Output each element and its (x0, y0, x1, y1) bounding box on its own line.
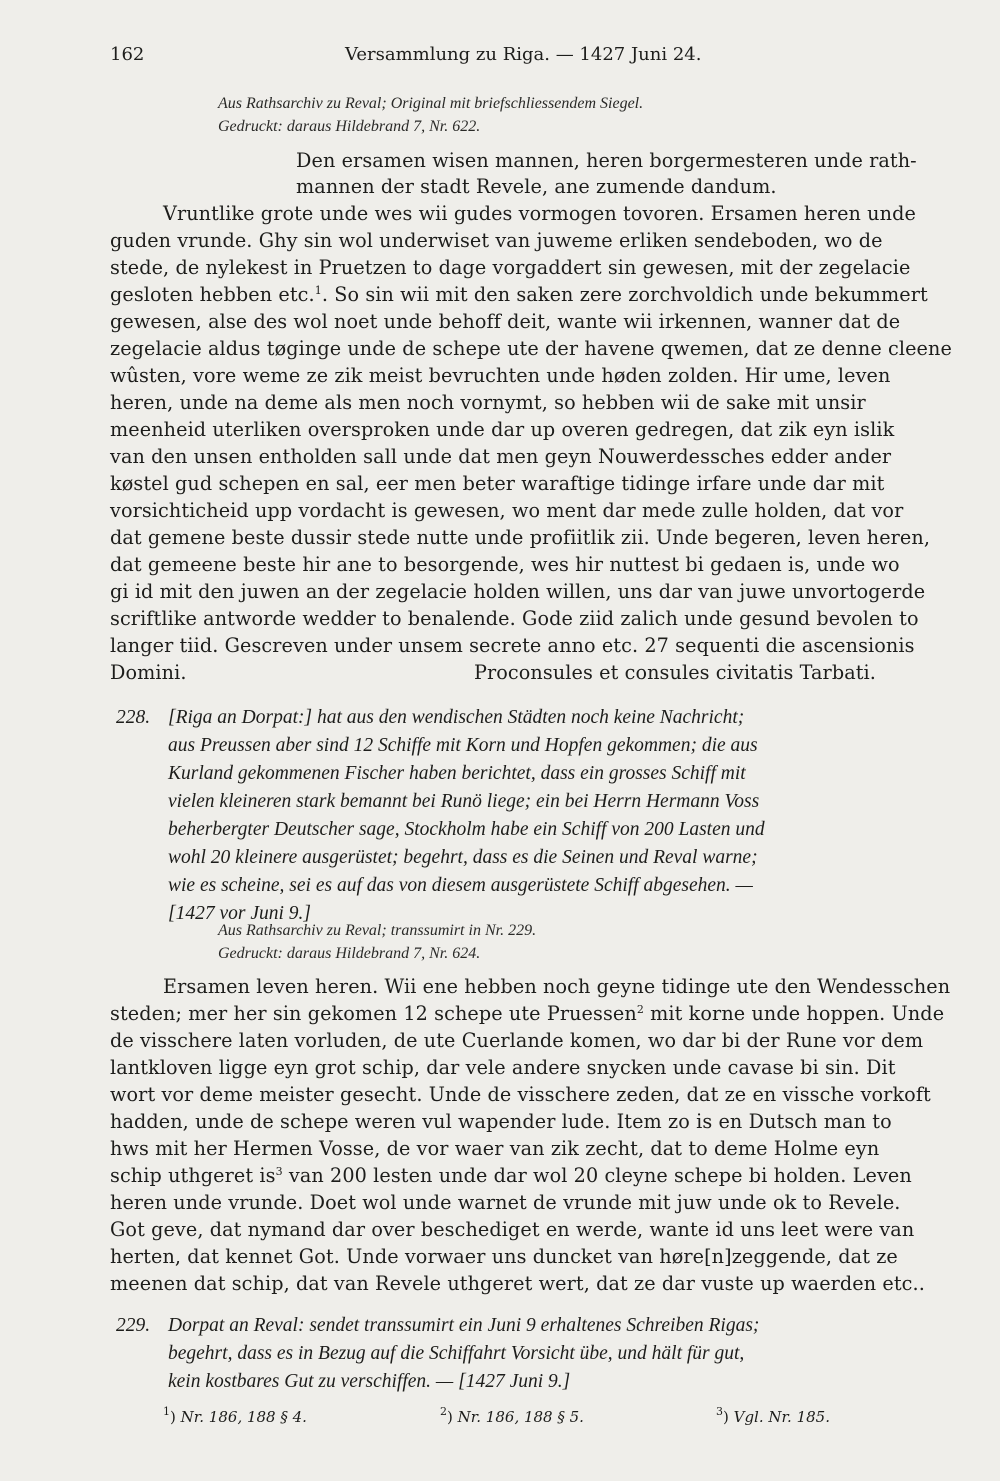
letter-227-line: stede, de nylekest in Pruetzen to dage vorgaddert sin gewesen, mit der zegelacie (110, 256, 911, 279)
letter-227-line: wûsten, vore weme ze zik meist bevruchten unde høden zolden. Hir ume, leven (110, 364, 891, 387)
letter-228-line: schip uthgeret $is^3$ van 200 lesten unde dar wol 20 cleyne schepe bi holden. Leven (110, 1164, 912, 1187)
regest-228-line: wie es scheine, sei es auf das von diesem ausgerüstete Schiff abgesehen. — (168, 875, 753, 896)
letter-228-line: hadden, unde de schepe weren vul wapender lude. Item zo is en Dutsch man to (110, 1110, 892, 1133)
letter-227-line: Domini. (110, 661, 187, 684)
letter-227-line: Vruntlike grote unde wes wii gudes vormogen tovoren. Ersamen heren unde (163, 202, 916, 225)
source-note-227-line-2: Gedruckt: daraus Hildebrand 7, Nr. 622. (218, 118, 481, 135)
regest-229-line: Dorpat an Reval: sendet transsumirt ein Juni 9 erhaltenes Schreiben Rigas; (168, 1315, 760, 1336)
letter-228-line: heren unde vrunde. Doet wol unde warnet de vrunde mit juw unde ok to Revele. (110, 1191, 901, 1214)
regest-228-line: beherbergter Deutscher sage, Stockholm habe ein Schiff von 200 Lasten und (168, 819, 765, 840)
letter-228-line: herten, dat kennet Got. Unde vorwaer uns duncket van høre[n]zeggende, dat ze (110, 1245, 898, 1268)
footnote-1: $^1$) Nr. 186, 188 § 4. (163, 1405, 307, 1426)
letter-227-line: dat gemene beste dussir stede nutte unde profiitlik zii. Unde begeren, leven heren, (110, 526, 931, 549)
letter-227-line: meenheid uterliken oversproken unde dar up overen gedregen, dat zik eyn islik (110, 418, 895, 441)
letter-227-line: zegelacie aldus tøginge unde de schepe ute der havene qwemen, dat ze denne cleene (110, 337, 952, 360)
letter-228-line: wort vor deme meister gesecht. Unde de visschere zeden, dat ze en vissche vorkoft (110, 1083, 931, 1106)
regest-229-line: begehrt, dass es in Bezug auf die Schiffahrt Vorsicht übe, und hält für gut, (168, 1343, 745, 1364)
footnote-3: $^3$) Vgl. Nr. 185. (716, 1405, 830, 1426)
letter-227-line: heren, unde na deme als men noch vornymt, so hebben wii de sake mit unsir (110, 391, 866, 414)
address-line-2: mannen der stadt Revele, ane zumende dandum. (296, 175, 777, 198)
footnote-mark: 1 (314, 284, 322, 297)
entry-number-228: 228. (116, 707, 151, 728)
footnote-mark: 3 (275, 1165, 283, 1178)
letter-227-line: dat gemeene beste hir ane to besorgende, wes hir nuttest bi gedaen is, unde wo (110, 553, 900, 576)
letter-227-line: vorsichticheid upp vordacht is gewesen, wo ment dar mede zulle holden, dat vor (110, 499, 904, 522)
entry-number-229: 229. (116, 1315, 151, 1336)
footnote-2: $^2$) Nr. 186, 188 § 5. (440, 1405, 584, 1426)
regest-228-line: vielen kleineren stark bemannt bei Runö liege; ein bei Herrn Hermann Voss (168, 791, 760, 812)
letter-228-line: de visschere laten vorluden, de ute Cuerlande komen, wo dar bi der Rune vor dem (110, 1029, 924, 1052)
regest-228-line: aus Preussen aber sind 12 Schiffe mit Korn und Hopfen gekommen; die aus (168, 735, 758, 756)
regest-228-line: Kurland gekommenen Fischer haben berichtet, dass ein grosses Schiff mit (168, 763, 746, 784)
page-number: 162 (110, 44, 145, 65)
footnote-mark: 2 (636, 1003, 644, 1016)
source-note-228-line-1: Aus Rathsarchiv zu Reval; transsumirt in Nr. 229. (218, 922, 537, 939)
letter-227-line: guden vrunde. Ghy sin wol underwiset van juweme erliken sendeboden, wo de (110, 229, 883, 252)
letter-228-line: steden; mer her sin gekomen 12 schepe ute Pruessen$^2$ mit korne unde hoppen. Unde (110, 1002, 945, 1025)
running-title: Versammlung zu Riga. — 1427 Juni 24. (345, 44, 702, 65)
letter-227-line: langer tiid. Gescreven under unsem secrete anno etc. 27 sequenti die ascensionis (110, 634, 915, 657)
letter-227-line: gi id mit den juwen an der zegelacie holden willen, uns dar van juwe unvortogerde (110, 580, 926, 603)
regest-228-line: [Riga an Dorpat:] hat aus den wendischen Städten noch keine Nachricht; (168, 707, 745, 728)
letter-227-line: gesloten hebben etc.$^1$. So sin wii mit den saken zere zorchvoldich unde bekummert (110, 283, 928, 306)
letter-227-line: køstel gud schepen en sal, eer men beter waraftige tidinge irfare unde dar mit (110, 472, 885, 495)
letter-228-line: meenen dat schip, dat van Revele uthgeret wert, dat ze dar vuste up waerden etc.. (110, 1272, 925, 1295)
address-line-1: Den ersamen wisen mannen, heren borgermesteren unde rath- (296, 149, 917, 172)
regest-228-line: wohl 20 kleinere ausgerüstet; begehrt, dass es die Seinen und Reval warne; (168, 847, 758, 868)
letter-227-line: scriftlike antworde wedder to benalende. Gode ziid zalich unde gesund bevolen to (110, 607, 919, 630)
letter-228-line: Ersamen leven heren. Wii ene hebben noch geyne tidinge ute den Wendesschen (163, 975, 951, 998)
letter-228-line: lantkloven ligge eyn grot schip, dar vele andere snycken unde cavase bi sin. Dit (110, 1056, 896, 1079)
regest-229-line: kein kostbares Gut zu verschiffen. — [1427 Juni 9.] (168, 1371, 571, 1392)
signature: Proconsules et consules civitatis Tarbati. (474, 661, 876, 684)
letter-227-line: gewesen, alse des wol noet unde behoff deit, wante wii irkennen, wanner dat de (110, 310, 901, 333)
letter-227-line: van den unsen entholden sall unde dat men geyn Nouwerdessches edder ander (110, 445, 892, 468)
regest-228-line: [1427 vor Juni 9.] (168, 903, 311, 924)
source-note-228-line-2: Gedruckt: daraus Hildebrand 7, Nr. 624. (218, 945, 481, 962)
source-note-227-line-1: Aus Rathsarchiv zu Reval; Original mit briefschliessendem Siegel. (218, 95, 644, 112)
letter-228-line: Got geve, dat nymand dar over beschediget en werde, wante id uns leet were van (110, 1218, 915, 1241)
letter-228-line: hws mit her Hermen Vosse, de vor waer van zik zecht, dat to deme Holme eyn (110, 1137, 880, 1160)
